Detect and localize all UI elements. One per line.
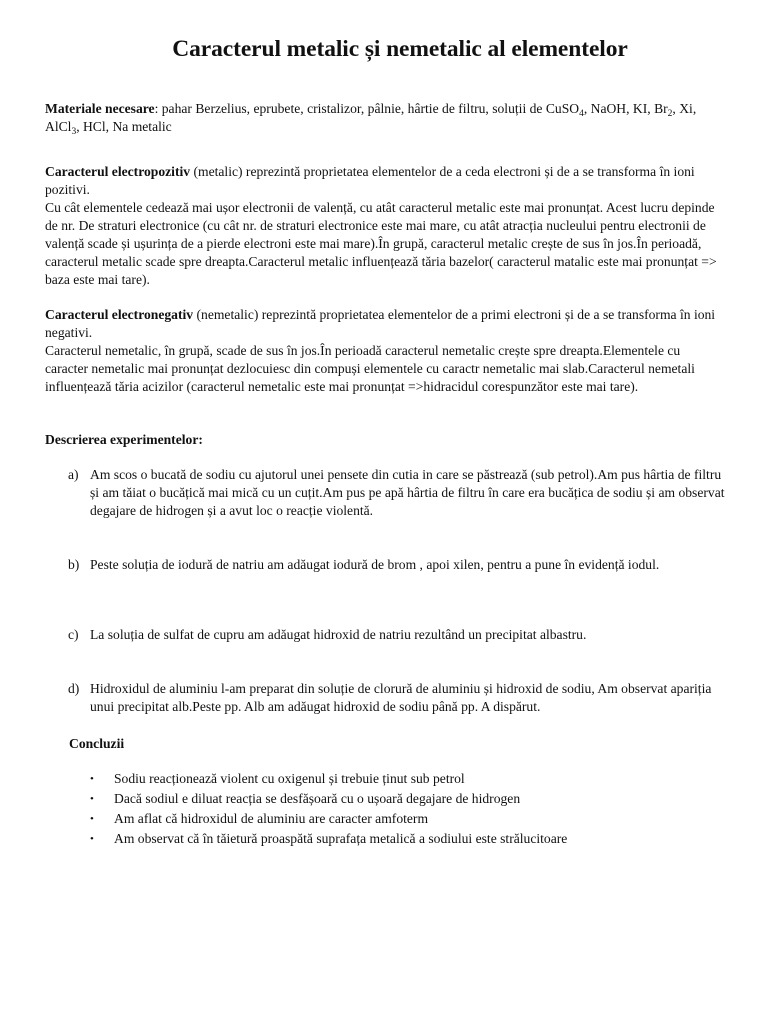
document-title: Caracterul metalic și nemetalic al elementelor <box>172 36 628 62</box>
list-marker: a) <box>68 467 79 482</box>
electronegative-body: Caracterul nemetalic, în grupă, scade de sus în jos.În perioadă caracterul nemetalic crește spre dreapta.Elementele cu caracter nemetalic mai pronunțat dezlocuiesc din compuși elementele cu caractr nemetalic mai slab.Caracterul nemetali influențează tăria acizilor (caracterul nemetalic este mai pronunțat =>hidracidul corespunzător este mai tare). <box>45 343 695 394</box>
list-item: • Am aflat că hidroxidul de aluminiu are caracter amfoterm <box>90 809 710 829</box>
materials-label: Materiale necesare <box>45 101 155 116</box>
experiment-text: Hidroxidul de aluminiu l-am preparat din soluție de clorură de aluminiu și hidroxid de sodiu, Am observat apariția unui precipitat alb.Peste pp. Alb am adăugat hidroxid de sodiu până pp. A dispărut. <box>90 681 712 714</box>
list-item: • Am observat că în tăietură proaspătă suprafața metalică a sodiului este strălucitoare <box>90 829 710 849</box>
electronegative-term: Caracterul electronegativ <box>45 307 194 322</box>
list-marker: c) <box>68 627 79 642</box>
bullet-icon: • <box>90 833 94 845</box>
bullet-icon: • <box>90 773 94 785</box>
bullet-icon: • <box>90 813 94 825</box>
list-marker: b) <box>68 557 80 572</box>
electronegative-section <box>45 306 725 396</box>
conclusions-list <box>90 769 710 849</box>
bullet-icon: • <box>90 793 94 805</box>
electropositive-term: Caracterul electropozitiv <box>45 164 191 179</box>
experiment-item-c <box>68 626 728 644</box>
list-item: • Sodiu reacționează violent cu oxigenul și trebuie ținut sub petrol <box>90 769 710 789</box>
electropositive-body: Cu cât elementele cedează mai ușor electronii de valență, cu atât caracterul metalic este mai pronunțat. Acest lucru depinde de nr. De straturi electronice (cu cât nr. de straturi electronice este mai mare, cu atât atracția nucleului pentru electronii de valență scade și ușurința de a pierde electroni este mai mare).În grupă, caracterul metalic crește de sus în jos.În perioadă, caracterul metalic scade spre dreapta.Caracterul metalic influențează tăria bazelor( caracterul matalic este mai pronunțat => baza este mai tare). <box>45 200 717 287</box>
list-item: • Dacă sodiul e diluat reacția se desfășoară cu o ușoară degajare de hidrogen <box>90 789 710 809</box>
conclusions-heading: Concluzii <box>69 736 125 751</box>
electropositive-definition: Caracterul electropozitiv (metalic) reprezintă proprietatea elementelor de a ceda electroni și de a se transforma în ioni pozitivi. <box>45 164 695 197</box>
experiment-text: Peste soluția de iodură de natriu am adăugat iodură de brom , apoi xilen, pentru a pune în evidență iodul. <box>90 557 660 572</box>
list-marker: d) <box>68 681 80 696</box>
experiment-item-b <box>68 556 728 574</box>
experiment-text: La soluția de sulfat de cupru am adăugat hidroxid de natriu rezultând un precipitat albastru. <box>90 627 587 642</box>
experiment-text: Am scos o bucată de sodiu cu ajutorul unei pensete din cutia in care se păstrează (sub petrol).Am pus hârtia de filtru și am tăiat o bucățică mai mică cu un cuțit.Am pus pe apă hârtia de filtru în care era bucățica de sodiu și am observat degajare de hidrogen și a avut loc o reacție violentă. <box>90 467 725 518</box>
experiment-item-a <box>68 466 728 520</box>
experiment-item-d <box>68 680 728 716</box>
electropositive-section <box>45 163 725 289</box>
experiments-heading: Descrierea experimentelor: <box>45 432 203 447</box>
electronegative-definition: Caracterul electronegativ (nemetalic) reprezintă proprietatea elementelor de a primi electroni și de a se transforma în ioni negativi. <box>45 307 716 340</box>
materials-paragraph: Materiale necesare: pahar Berzelius, eprubete, cristalizor, pâlnie, hârtie de filtru, soluții de CuSO$_4$, NaOH, KI, $Br_2$, Xi, AlCl$_3$, HCl, Na metalic <box>45 101 697 137</box>
